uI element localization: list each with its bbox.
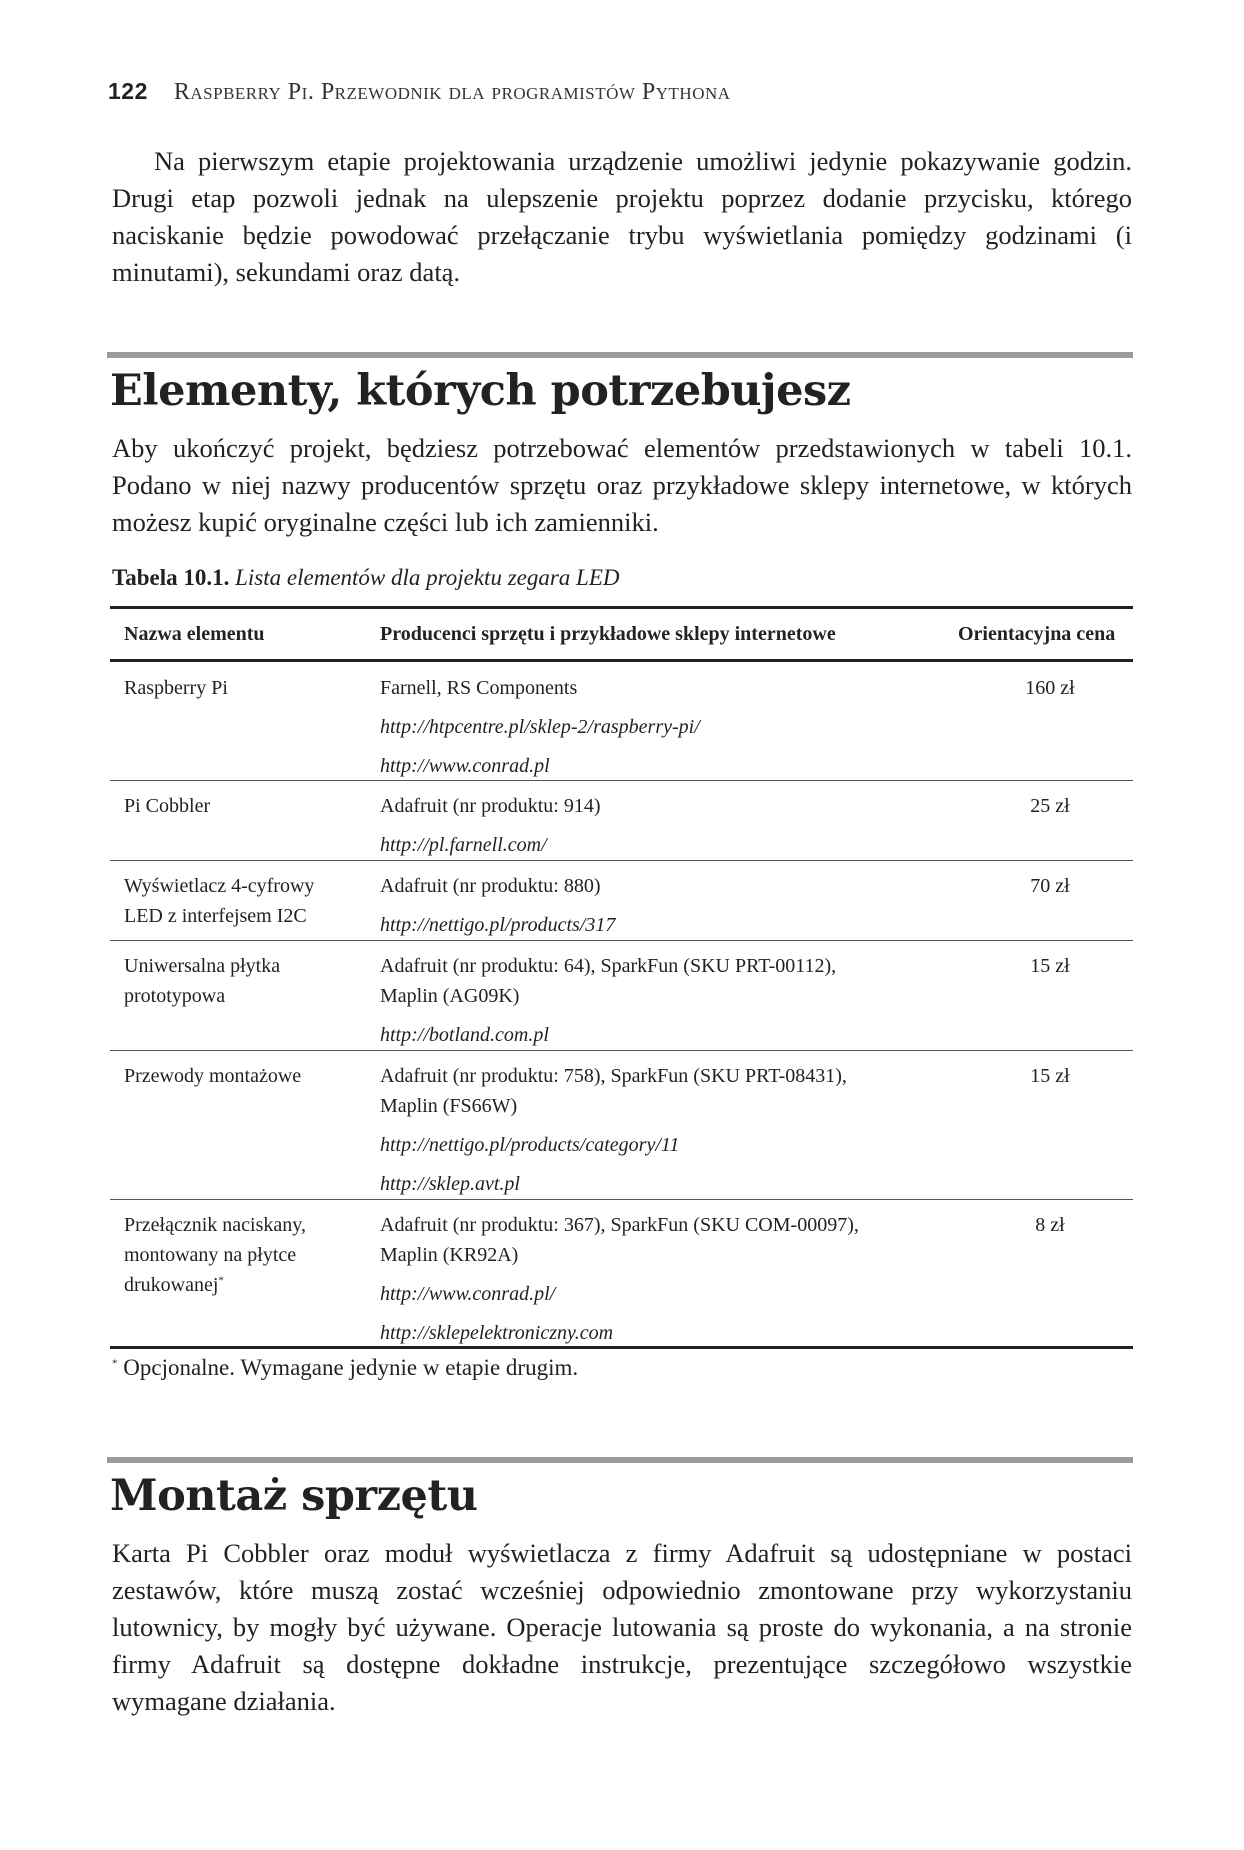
table-row xyxy=(110,662,1133,780)
producer-text: Adafruit (nr produktu: 758), SparkFun (SKU PRT-08431), xyxy=(380,1065,847,1087)
producer-text: Maplin (KR92A) xyxy=(380,1244,519,1266)
running-title: Raspberry Pi. Przewodnik dla programistów Pythona xyxy=(173,79,731,105)
section-rule xyxy=(107,1457,1133,1463)
shop-link[interactable]: http://nettigo.pl/products/category/11 xyxy=(380,1134,680,1156)
item-name: Przewody montażowe xyxy=(124,1065,302,1087)
producer-text: Adafruit (nr produktu: 64), SparkFun (SKU PRT-00112), xyxy=(380,955,837,977)
shop-link[interactable]: http://nettigo.pl/products/317 xyxy=(380,914,616,936)
item-name: Wyświetlacz 4-cyfrowy LED z interfejsem I2C xyxy=(124,875,315,927)
column-header: Orientacyjna cena xyxy=(958,623,1116,645)
footnote-text: Opcjonalne. Wymagane jedynie w etapie drugim. xyxy=(123,1355,579,1380)
table-row xyxy=(110,781,1133,860)
section-heading: Elementy, których potrzebujesz xyxy=(110,366,851,416)
section-heading: Montaż sprzętu xyxy=(110,1471,478,1521)
shop-link[interactable]: http://botland.com.pl xyxy=(380,1024,549,1046)
item-price: 15 zł xyxy=(1030,1065,1070,1087)
shop-link[interactable]: http://sklep.avt.pl xyxy=(380,1173,520,1195)
producer-text: Adafruit (nr produktu: 914) xyxy=(380,795,601,817)
table-caption-label: Tabela 10.1. xyxy=(112,565,230,590)
table-row xyxy=(110,941,1133,1050)
table-header-row xyxy=(110,609,1133,659)
item-name: Przełącznik naciskany, montowany na płytce drukowanej* xyxy=(124,1214,306,1296)
footnote-marker: * xyxy=(112,1357,118,1370)
page-number: 122 xyxy=(108,78,148,104)
producer-text: Farnell, RS Components xyxy=(380,677,578,699)
item-price: 160 zł xyxy=(1025,677,1075,699)
item-price: 8 zł xyxy=(1035,1214,1065,1236)
item-price: 15 zł xyxy=(1030,955,1070,977)
parts-table xyxy=(110,606,1133,1349)
table-row xyxy=(110,1051,1133,1199)
table-caption xyxy=(112,565,620,591)
shop-link[interactable]: http://www.conrad.pl/ xyxy=(380,1283,556,1305)
item-price: 70 zł xyxy=(1030,875,1070,897)
section-paragraph: Karta Pi Cobbler oraz moduł wyświetlacza z firmy Adafruit są udostępniane w postaci zestawów, które muszą zostać wcześniej odpowiednio zmontowane przy wykorzystaniu lutownicy, by mogły być używane. Operacje lutowania są proste do wykonania, a na stronie firmy Adafruit są dostępne dokładne instrukcje, prezentujące szczegółowo wszystkie wymagane działania. xyxy=(112,1538,1132,1716)
column-header: Producenci sprzętu i przykładowe sklepy internetowe xyxy=(380,623,836,645)
table-row xyxy=(110,1200,1133,1346)
section-paragraph: Aby ukończyć projekt, będziesz potrzebować elementów przedstawionych w tabeli 10.1. Podano w niej nazwy producentów sprzętu oraz przykładowe sklepy internetowe, w których możesz kupić oryginalne części lub ich zamienniki. xyxy=(112,433,1132,537)
table-footnote xyxy=(112,1355,578,1381)
producer-text: Adafruit (nr produktu: 367), SparkFun (SKU COM-00097), xyxy=(380,1214,859,1236)
shop-link[interactable]: http://www.conrad.pl xyxy=(380,755,550,777)
item-price: 25 zł xyxy=(1030,795,1070,817)
item-name: Raspberry Pi xyxy=(124,677,228,699)
item-name: Uniwersalna płytka prototypowa xyxy=(124,955,281,1007)
section-rule xyxy=(107,352,1133,358)
producer-text: Adafruit (nr produktu: 880) xyxy=(380,875,601,897)
footnote-marker: * xyxy=(218,1274,224,1287)
item-producers xyxy=(380,1210,980,1348)
producer-text: Maplin (FS66W) xyxy=(380,1095,518,1117)
item-producers xyxy=(380,951,980,1050)
table-row xyxy=(110,861,1133,940)
producer-text: Maplin (AG09K) xyxy=(380,985,520,1007)
intro-paragraph: Na pierwszym etapie projektowania urządzenie umożliwi jedynie pokazywanie godzin. Drugi etap pozwoli jednak na ulepszenie projektu poprzez dodanie przycisku, którego naciskanie będzie powodować przełączanie trybu wyświetlania pomiędzy godzinami (i minutami), sekundami oraz datą. xyxy=(112,146,1132,287)
running-header xyxy=(108,78,731,106)
item-producers xyxy=(380,871,980,940)
item-producers xyxy=(380,673,980,781)
shop-link[interactable]: http://pl.farnell.com/ xyxy=(380,834,547,856)
shop-link[interactable]: http://sklepelektroniczny.com xyxy=(380,1322,614,1344)
item-name: Pi Cobbler xyxy=(124,795,211,817)
column-header: Nazwa elementu xyxy=(124,623,265,645)
table-caption-text: Lista elementów dla projektu zegara LED xyxy=(235,565,620,590)
item-producers xyxy=(380,791,980,860)
shop-link[interactable]: http://htpcentre.pl/sklep-2/raspberry-pi/ xyxy=(380,716,700,738)
item-producers xyxy=(380,1061,980,1199)
